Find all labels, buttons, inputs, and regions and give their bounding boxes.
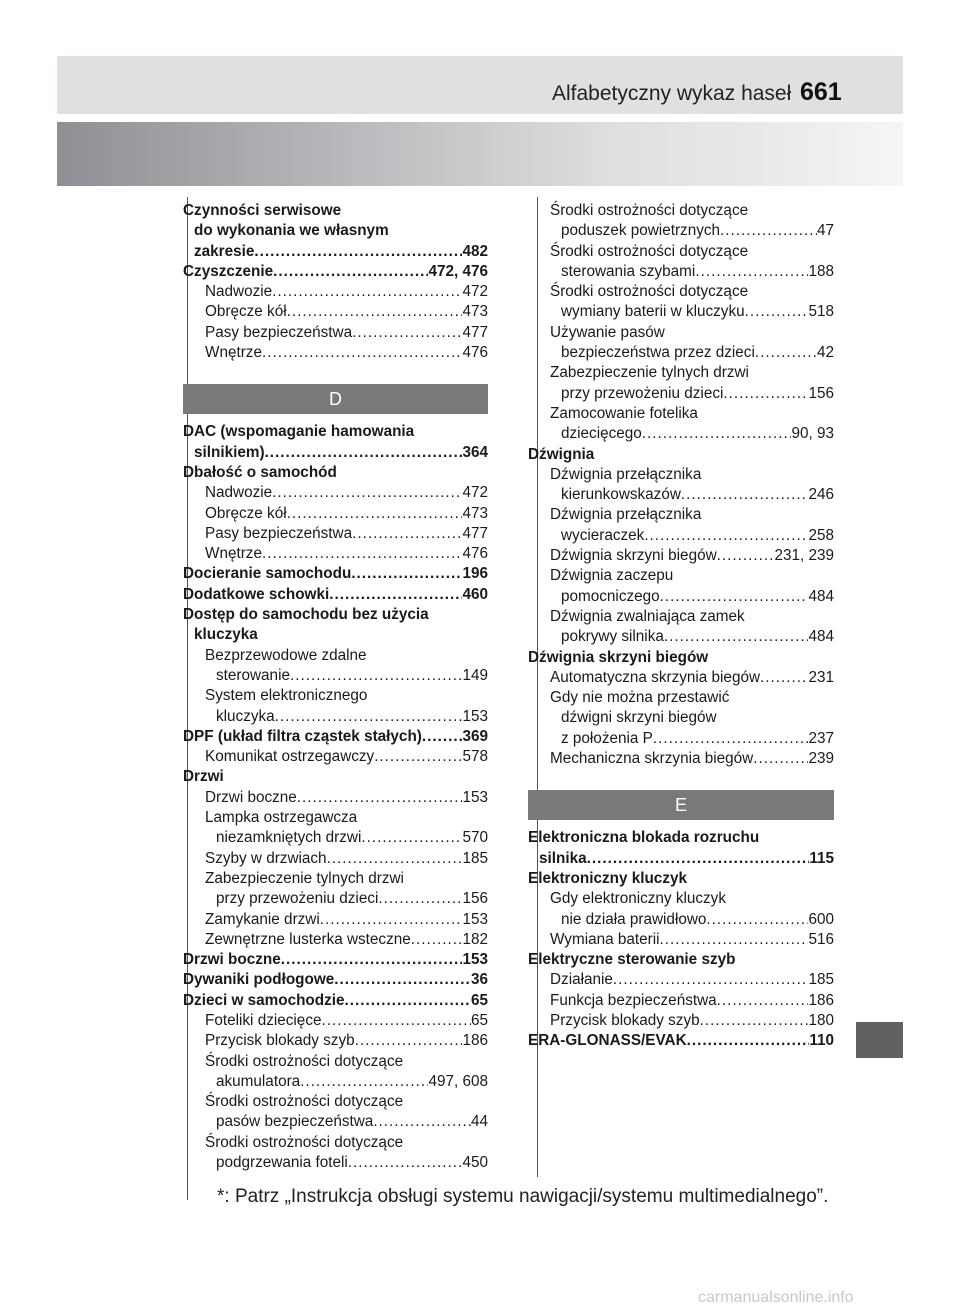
entry-text: Wymiana baterii bbox=[550, 930, 660, 948]
index-entry: Środki ostrożności dotyczące bbox=[205, 1052, 404, 1070]
entry-text: Funkcja bezpieczeństwa bbox=[550, 991, 717, 1009]
spacer bbox=[528, 769, 834, 783]
entry-text: Zewnętrzne lusterka wsteczne bbox=[205, 930, 411, 948]
entry-text: niezamkniętych drzwi bbox=[216, 829, 362, 847]
dot-leader bbox=[717, 546, 775, 566]
dot-leader bbox=[664, 627, 809, 647]
page-ref: 186 bbox=[808, 991, 834, 1009]
page-ref: 153 bbox=[462, 910, 488, 928]
entry-text: Mechaniczna skrzynia biegów bbox=[550, 750, 754, 768]
page-ref: 450 bbox=[462, 1154, 488, 1172]
page-ref: 472, 476 bbox=[428, 262, 488, 280]
dot-leader bbox=[290, 666, 462, 686]
page-ref: 239 bbox=[808, 750, 834, 768]
dot-leader bbox=[706, 910, 808, 930]
index-entry: Gdy elektroniczny kluczyk bbox=[550, 890, 726, 908]
index-entry bbox=[183, 666, 488, 686]
index-entry bbox=[183, 828, 488, 848]
index-entry: System elektronicznego bbox=[205, 687, 368, 705]
entry-text: ERA-GLONASS/EVAK bbox=[528, 1032, 687, 1050]
page-ref: 476 bbox=[462, 545, 488, 563]
entry-text: Pasy bezpieczeństwa bbox=[205, 524, 353, 542]
page-ref: 185 bbox=[808, 971, 834, 989]
watermark: carmanualsonline.info bbox=[698, 1289, 854, 1306]
entry-text: zakresie bbox=[194, 242, 255, 260]
dot-leader bbox=[321, 1011, 471, 1031]
index-entry bbox=[183, 788, 488, 808]
page-ref: 484 bbox=[808, 628, 834, 646]
page-ref: 472 bbox=[462, 283, 488, 301]
index-entry bbox=[528, 221, 834, 241]
dot-leader bbox=[272, 483, 462, 503]
index-entry bbox=[183, 242, 488, 262]
dot-leader bbox=[361, 828, 462, 848]
dot-leader bbox=[660, 930, 809, 950]
index-entry: Drzwi bbox=[183, 768, 224, 786]
index-entry bbox=[528, 302, 834, 322]
index-entry bbox=[528, 343, 834, 363]
index-entry bbox=[528, 546, 834, 566]
page-title: Alfabetyczny wykaz haseł bbox=[552, 82, 792, 105]
index-entry bbox=[183, 323, 488, 343]
page-ref: 182 bbox=[462, 930, 488, 948]
right-top-entries bbox=[528, 201, 834, 769]
page-ref: 472 bbox=[462, 484, 488, 502]
entry-text: poduszek powietrznych bbox=[561, 222, 721, 240]
dot-leader bbox=[687, 1031, 810, 1051]
index-entry: Środki ostrożności dotyczące bbox=[205, 1093, 404, 1111]
entry-text: Dźwignia skrzyni biegów bbox=[550, 547, 717, 565]
dot-leader bbox=[411, 930, 463, 950]
entry-text: Dywaniki podłogowe bbox=[183, 971, 335, 989]
entry-text: Przycisk blokady szyb bbox=[550, 1011, 700, 1029]
index-entry: Zamocowanie fotelika bbox=[550, 404, 698, 422]
index-entry: Lampka ostrzegawcza bbox=[205, 809, 358, 827]
dot-leader bbox=[327, 849, 463, 869]
dot-leader bbox=[755, 343, 817, 363]
dot-leader bbox=[422, 727, 463, 747]
page-number: 661 bbox=[800, 78, 842, 106]
page-ref: 65 bbox=[470, 1011, 488, 1029]
gradient-banner bbox=[57, 122, 903, 186]
dot-leader bbox=[681, 485, 809, 505]
dot-leader bbox=[300, 1072, 428, 1092]
index-entry: Elektryczne sterowanie szyb bbox=[528, 951, 736, 969]
index-entry bbox=[528, 729, 834, 749]
page-ref: 36 bbox=[470, 971, 488, 989]
entry-text: pasów bezpieczeństwa bbox=[216, 1113, 374, 1131]
index-entry bbox=[183, 1072, 488, 1092]
page-ref: 196 bbox=[462, 565, 488, 583]
dot-leader bbox=[642, 424, 792, 444]
spacer bbox=[183, 363, 488, 377]
page-ref: 115 bbox=[809, 849, 834, 867]
entry-text: przy przewożeniu dzieci bbox=[561, 384, 724, 402]
index-entry: Dźwignia bbox=[528, 445, 595, 463]
page-ref: 153 bbox=[462, 951, 488, 969]
entry-text: Nadwozie bbox=[205, 484, 273, 502]
entry-text: pokrywy silnika bbox=[561, 628, 664, 646]
page-ref: 42 bbox=[816, 344, 834, 362]
page-ref: 369 bbox=[462, 727, 488, 745]
index-entry bbox=[183, 504, 488, 524]
index-entry: Dźwignia zwalniająca zamek bbox=[550, 607, 745, 625]
index-entry bbox=[183, 564, 488, 584]
index-entry bbox=[183, 849, 488, 869]
entry-text: Docieranie samochodu bbox=[183, 565, 352, 583]
entry-text: Przycisk blokady szyb bbox=[205, 1032, 355, 1050]
page-ref: 156 bbox=[808, 384, 834, 402]
index-entry: DAC (wspomaganie hamowania bbox=[183, 423, 415, 441]
page-ref: 156 bbox=[462, 890, 488, 908]
index-entry: Środki ostrożności dotyczące bbox=[550, 283, 749, 301]
index-entry: Gdy nie można przestawić bbox=[550, 689, 730, 707]
entry-text: Obręcze kół bbox=[205, 303, 287, 321]
page-ref: 186 bbox=[462, 1032, 488, 1050]
index-entry bbox=[528, 970, 834, 990]
page-ref: 364 bbox=[462, 443, 488, 461]
entry-text: sterowania szybami bbox=[561, 262, 696, 280]
entry-text: nie działa prawidłowo bbox=[561, 910, 707, 928]
dot-leader bbox=[613, 970, 809, 990]
dot-leader bbox=[345, 991, 471, 1011]
dot-leader bbox=[281, 950, 463, 970]
page-ref: 516 bbox=[808, 930, 834, 948]
entry-text: Komunikat ostrzegawczy bbox=[205, 748, 375, 766]
footnote: *: Patrz „Instrukcja obsługi systemu nawigacji/systemu multimedialnego”. bbox=[217, 1186, 829, 1207]
index-entry: Używanie pasów bbox=[550, 323, 665, 341]
index-entry bbox=[183, 950, 488, 970]
entry-text: DPF (układ filtra cząstek stałych) bbox=[183, 727, 422, 745]
index-entry bbox=[183, 930, 488, 950]
dot-leader bbox=[329, 585, 462, 605]
index-entry: do wykonania we własnym bbox=[194, 222, 389, 240]
index-entry bbox=[183, 727, 488, 747]
entry-text: przy przewożeniu dzieci bbox=[216, 890, 379, 908]
index-entry bbox=[183, 1112, 488, 1132]
index-entry bbox=[183, 443, 488, 463]
index-entry bbox=[528, 910, 834, 930]
index-entry: Dźwignia przełącznika bbox=[550, 506, 702, 524]
entry-text: silnika bbox=[539, 849, 587, 867]
index-entry: dźwigni skrzyni biegów bbox=[561, 709, 717, 727]
page-ref: 258 bbox=[808, 526, 834, 544]
index-entry bbox=[528, 991, 834, 1011]
page-ref: 188 bbox=[808, 262, 834, 280]
index-entry: Środki ostrożności dotyczące bbox=[550, 202, 749, 219]
page-ref: 185 bbox=[462, 849, 488, 867]
dot-leader bbox=[355, 1031, 463, 1051]
page-ref: 231, 239 bbox=[774, 547, 834, 565]
dot-leader bbox=[262, 544, 463, 564]
entry-text: wycieraczek bbox=[561, 526, 645, 544]
page-ref: 153 bbox=[462, 707, 488, 725]
index-entry bbox=[183, 585, 488, 605]
dot-leader bbox=[262, 343, 463, 363]
index-entry bbox=[528, 1031, 834, 1051]
index-entry bbox=[528, 849, 834, 869]
page-ref: 231 bbox=[808, 668, 834, 686]
dot-leader bbox=[760, 668, 808, 688]
page-ref: 180 bbox=[808, 1011, 834, 1029]
entry-text: Drzwi boczne bbox=[205, 788, 297, 806]
index-entry: Zabezpieczenie tylnych drzwi bbox=[205, 869, 404, 887]
page-ref: 460 bbox=[462, 585, 488, 603]
index-entry bbox=[528, 384, 834, 404]
index-entry: kluczyka bbox=[194, 626, 258, 644]
page-ref: 65 bbox=[470, 991, 488, 1009]
page-ref: 473 bbox=[462, 504, 488, 522]
entry-text: Obręcze kół bbox=[205, 504, 287, 522]
entry-text: akumulatora bbox=[216, 1072, 301, 1090]
page-ref: 44 bbox=[470, 1113, 488, 1131]
dot-leader bbox=[352, 524, 462, 544]
entry-text: sterowanie bbox=[216, 666, 290, 684]
index-entry: Zabezpieczenie tylnych drzwi bbox=[550, 364, 749, 382]
index-entry bbox=[183, 262, 488, 282]
index-entry bbox=[183, 544, 488, 564]
index-entry bbox=[528, 262, 834, 282]
left-column bbox=[183, 201, 488, 1173]
page-ref: 600 bbox=[808, 910, 834, 928]
entry-text: Szyby w drzwiach bbox=[205, 849, 327, 867]
dot-leader bbox=[352, 323, 462, 343]
index-entry: Bezprzewodowe zdalne bbox=[205, 646, 367, 664]
page-ref: 476 bbox=[462, 344, 488, 362]
index-entry: Dostęp do samochodu bez użycia bbox=[183, 606, 429, 624]
entry-text: z położenia P bbox=[561, 729, 653, 747]
right-main-entries bbox=[528, 828, 834, 1051]
dot-leader bbox=[587, 849, 810, 869]
page-ref: 497, 608 bbox=[428, 1072, 488, 1090]
dot-leader bbox=[254, 242, 462, 262]
page-ref: 246 bbox=[808, 486, 834, 504]
dot-leader bbox=[334, 970, 471, 990]
index-entry: Dźwignia przełącznika bbox=[550, 465, 702, 483]
index-entry bbox=[183, 343, 488, 363]
dot-leader bbox=[644, 526, 808, 546]
index-entry bbox=[528, 485, 834, 505]
dot-leader bbox=[723, 384, 808, 404]
page-ref: 477 bbox=[462, 323, 488, 341]
right-column bbox=[528, 201, 834, 1052]
entry-text: bezpieczeństwa przez dzieci bbox=[561, 344, 755, 362]
page-ref: 153 bbox=[462, 788, 488, 806]
dot-leader bbox=[653, 729, 809, 749]
index-entry bbox=[183, 707, 488, 727]
page-ref: 484 bbox=[808, 587, 834, 605]
entry-text: Zamykanie drzwi bbox=[205, 910, 320, 928]
section-header-e: E bbox=[528, 790, 834, 820]
entry-text: silnikiem) bbox=[194, 443, 265, 461]
left-main-entries bbox=[183, 422, 488, 1173]
entry-text: kierunkowskazów bbox=[561, 486, 681, 504]
index-entry bbox=[183, 524, 488, 544]
index-entry bbox=[183, 1153, 488, 1173]
entry-text: Działanie bbox=[550, 971, 613, 989]
index-entry bbox=[183, 282, 488, 302]
dot-leader bbox=[275, 707, 463, 727]
entry-text: Wnętrze bbox=[205, 344, 262, 362]
dot-leader bbox=[695, 262, 808, 282]
page-ref: 90, 93 bbox=[791, 425, 834, 443]
side-tab-marker bbox=[856, 1022, 903, 1058]
page-ref: 149 bbox=[462, 666, 488, 684]
page-ref: 237 bbox=[808, 729, 834, 747]
dot-leader bbox=[745, 302, 809, 322]
index-entry bbox=[183, 302, 488, 322]
page-ref: 482 bbox=[462, 242, 488, 260]
entry-text: wymiany baterii w kluczyku bbox=[561, 303, 745, 321]
dot-leader bbox=[273, 262, 428, 282]
index-entry: Czynności serwisowe bbox=[183, 202, 342, 219]
index-entry bbox=[528, 1011, 834, 1031]
index-entry bbox=[183, 1011, 488, 1031]
entry-text: dziecięcego bbox=[561, 425, 642, 443]
dot-leader bbox=[660, 587, 809, 607]
index-entry bbox=[528, 587, 834, 607]
dot-leader bbox=[297, 788, 463, 808]
entry-text: Pasy bezpieczeństwa bbox=[205, 323, 353, 341]
dot-leader bbox=[287, 504, 463, 524]
entry-text: podgrzewania foteli bbox=[216, 1154, 348, 1172]
index-entry bbox=[183, 483, 488, 503]
entry-text: Foteliki dziecięce bbox=[205, 1011, 322, 1029]
index-entry bbox=[183, 747, 488, 767]
index-entry bbox=[528, 526, 834, 546]
left-top-entries bbox=[183, 201, 488, 363]
dot-leader bbox=[373, 1112, 471, 1132]
index-entry: Elektroniczna blokada rozruchu bbox=[528, 829, 760, 847]
dot-leader bbox=[374, 747, 462, 767]
index-entry bbox=[183, 910, 488, 930]
index-entry: Dźwignia skrzyni biegów bbox=[528, 648, 709, 666]
index-entry bbox=[528, 627, 834, 647]
index-entry: Dbałość o samochód bbox=[183, 463, 337, 481]
entry-text: Wnętrze bbox=[205, 545, 262, 563]
entry-text: pomocniczego bbox=[561, 587, 660, 605]
dot-leader bbox=[378, 889, 462, 909]
index-entry bbox=[183, 1031, 488, 1051]
entry-text: kluczyka bbox=[216, 707, 275, 725]
dot-leader bbox=[351, 564, 462, 584]
index-entry: Dźwignia zaczepu bbox=[550, 567, 674, 585]
index-entry: Elektroniczny kluczyk bbox=[528, 869, 687, 887]
dot-leader bbox=[700, 1011, 809, 1031]
section-header-d: D bbox=[183, 384, 488, 414]
entry-text: Dodatkowe schowki bbox=[183, 585, 330, 603]
index-entry: Środki ostrożności dotyczące bbox=[205, 1133, 404, 1151]
dot-leader bbox=[717, 991, 809, 1011]
dot-leader bbox=[720, 221, 817, 241]
index-entry bbox=[528, 749, 834, 769]
index-entry bbox=[528, 930, 834, 950]
entry-text: Automatyczna skrzynia biegów bbox=[550, 668, 761, 686]
page-ref: 578 bbox=[462, 748, 488, 766]
page-ref: 518 bbox=[808, 303, 834, 321]
dot-leader bbox=[287, 302, 463, 322]
entry-text: Nadwozie bbox=[205, 283, 273, 301]
entry-text: Czyszczenie bbox=[183, 262, 274, 280]
dot-leader bbox=[265, 443, 463, 463]
dot-leader bbox=[320, 910, 463, 930]
page-ref: 110 bbox=[809, 1032, 834, 1050]
dot-leader bbox=[272, 282, 462, 302]
index-entry bbox=[528, 668, 834, 688]
entry-text: Dzieci w samochodzie bbox=[183, 991, 345, 1009]
entry-text: Drzwi boczne bbox=[183, 951, 281, 969]
index-entry bbox=[183, 970, 488, 990]
index-entry bbox=[183, 991, 488, 1011]
dot-leader bbox=[348, 1153, 463, 1173]
page-ref: 473 bbox=[462, 303, 488, 321]
page-ref: 47 bbox=[816, 222, 834, 240]
index-entry: Środki ostrożności dotyczące bbox=[550, 242, 749, 260]
index-entry bbox=[528, 424, 834, 444]
page-ref: 570 bbox=[462, 829, 488, 847]
index-entry bbox=[183, 889, 488, 909]
dot-leader bbox=[753, 749, 808, 769]
page-ref: 477 bbox=[462, 524, 488, 542]
